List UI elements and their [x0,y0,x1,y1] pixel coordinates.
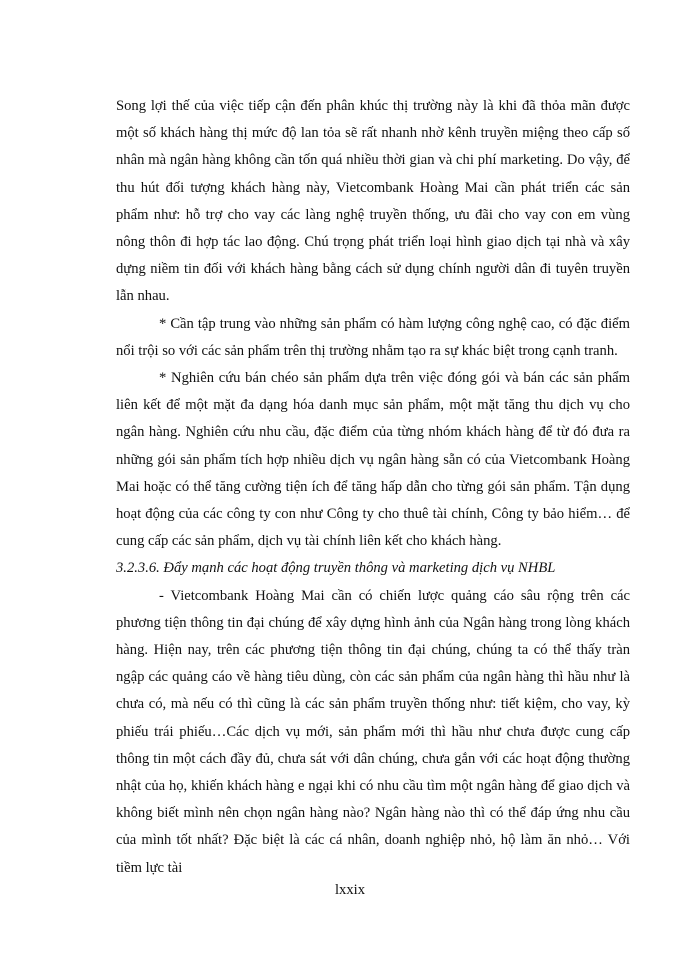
document-body [116,93,630,882]
paragraph-high-tech-products: * Cần tập trung vào những sản phẩm có hàm lượng công nghệ cao, có đặc điểm nổi trội so với các sản phẩm trên thị trường nhằm tạo ra sự khác biệt trong cạnh tranh. [116,315,630,359]
section-heading: 3.2.3.6. Đẩy mạnh các hoạt động truyền thông và marketing dịch vụ NHBL [116,560,556,577]
paragraph-marketing-strategy: - Vietcombank Hoàng Mai cần có chiến lược quảng cáo sâu rộng trên các phương tiện thông tin đại chúng để xây dựng hình ảnh của Ngân hàng trong lòng khách hàng. Hiện nay, trên các phương tiện thông tin đại chúng, chúng ta có thể thấy tràn ngập các quảng cáo về hàng tiêu dùng, còn các sản phẩm của ngân hàng thì hầu như là chưa có, mà nếu có thì cũng là các sản phẩm truyền thống như: tiết kiệm, cho vay, kỳ phiếu trái phiếu…Các dịch vụ mới, sản phẩm mới thì hầu như chưa được cung cấp thông tin một cách đầy đủ, chưa sát với dân chúng, chưa gắn với các hoạt động thường nhật của họ, khiến khách hàng e ngại khi có nhu cầu tìm một ngân hàng để giao dịch và không biết mình nên chọn ngân hàng nào? Ngân hàng nào thì có thể đáp ứng nhu cầu của mình tốt nhất? Đặc biệt là các cá nhân, doanh nghiệp nhỏ, hộ làm ăn nhỏ… Với tiềm lực tài [116,587,630,876]
paragraph-cross-selling: * Nghiên cứu bán chéo sản phẩm dựa trên việc đóng gói và bán các sản phẩm liên kết để một mặt đa dạng hóa danh mục sản phẩm, một mặt tăng thu dịch vụ cho ngân hàng. Nghiên cứu nhu cầu, đặc điểm của từng nhóm khách hàng để từ đó đưa ra những gói sản phẩm tích hợp nhiều dịch vụ ngân hàng sẵn có của Vietcombank Hoàng Mai hoặc có thể tăng cường tiện ích để tăng hấp dẫn cho từng gói sản phẩm. Tận dụng hoạt động của các công ty con như Công ty cho thuê tài chính, Công ty bảo hiểm… để cung cấp các sản phẩm, dịch vụ tài chính liên kết cho khách hàng. [116,370,630,550]
paragraph-market-segment: Song lợi thế của việc tiếp cận đến phân khúc thị trường này là khi đã thỏa mãn được một số khách hàng thị mức độ lan tỏa sẽ rất nhanh nhờ kênh truyền miệng theo cấp số nhân mà ngân hàng không cần tốn quá nhiều thời gian và chi phí marketing. Do vậy, để thu hút đối tượng khách hàng này, Vietcombank Hoàng Mai cần phát triển các sản phẩm như: hỗ trợ cho vay các làng nghệ truyền thống, ưu đãi cho vay con em vùng nông thôn đi hợp tác lao động. Chú trọng phát triển loại hình giao dịch tại nhà và xây dựng niềm tin đối với khách hàng bằng cách sử dụng chính người dân đi tuyên truyền lẫn nhau. [116,98,630,305]
page-number: lxxix [335,882,365,898]
